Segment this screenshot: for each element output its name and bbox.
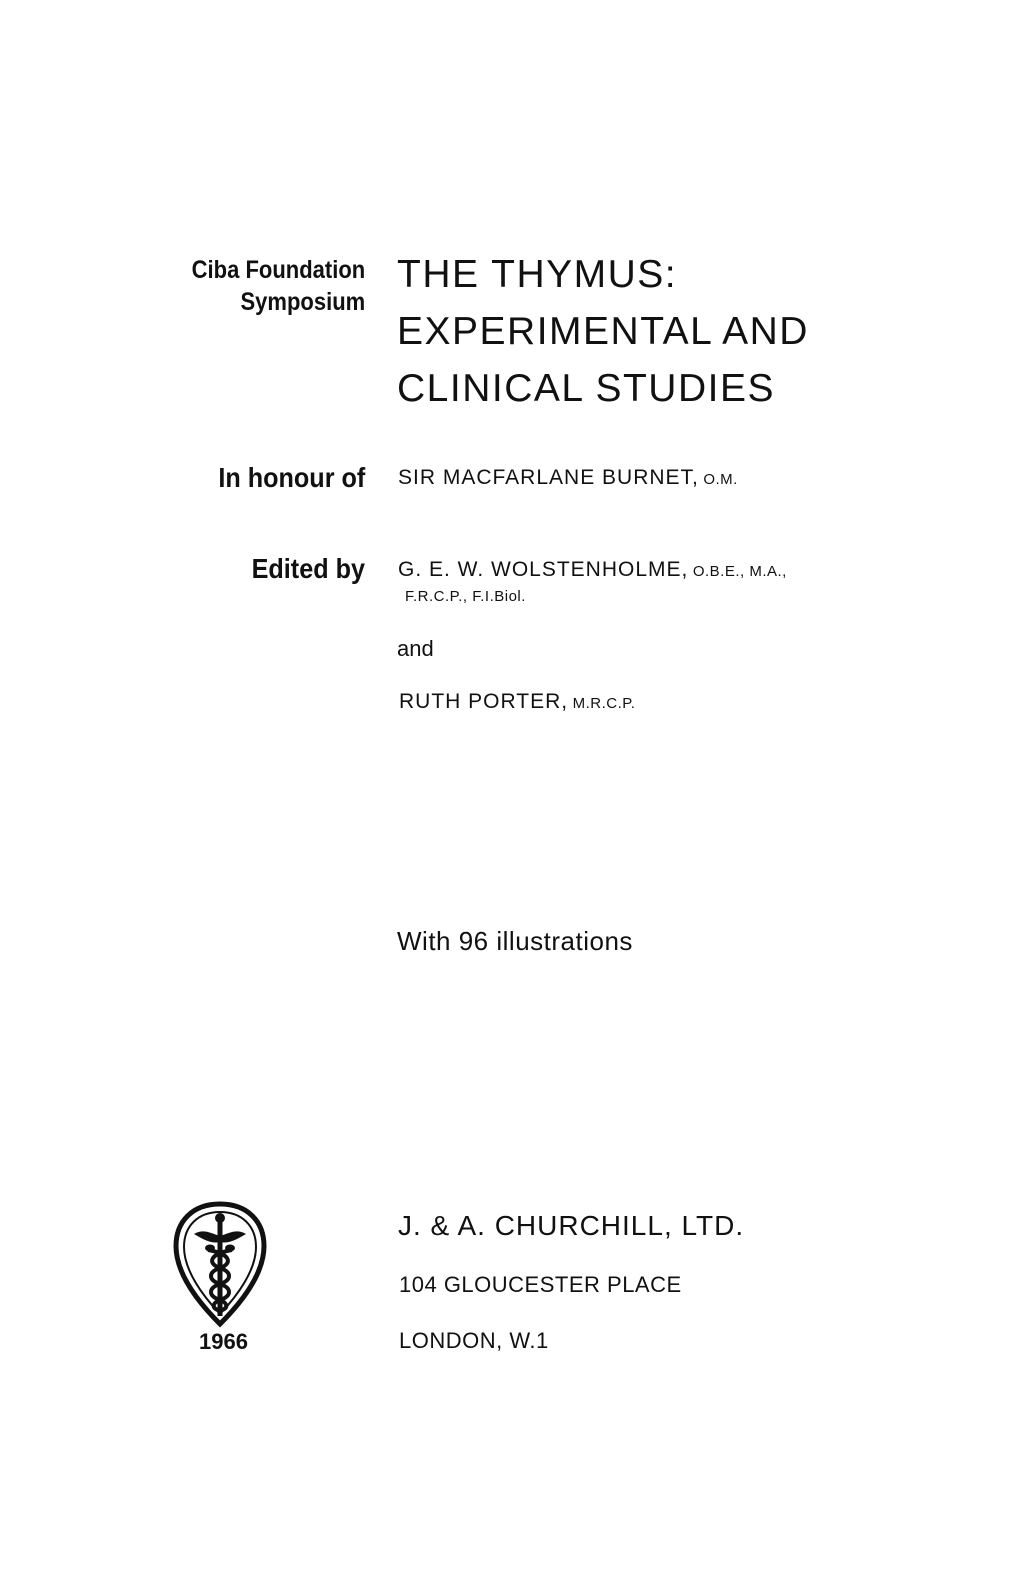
title-line-2: EXPERIMENTAL AND [397, 310, 809, 353]
editor-2 [399, 690, 635, 714]
series-label [191, 254, 365, 318]
honouree-name: SIR MACFARLANE BURNET, [398, 466, 699, 489]
title-line-3: CLINICAL STUDIES [397, 367, 775, 410]
editor-2-suffix: M.R.C.P. [572, 695, 636, 712]
honouree-suffix: O.M. [703, 471, 738, 488]
publisher-address-2: LONDON, W.1 [399, 1328, 549, 1353]
publication-year: 1966 [199, 1329, 248, 1354]
book-title [397, 246, 809, 417]
caduceus-shield-icon [172, 1200, 268, 1328]
publisher-name: J. & A. CHURCHILL, LTD. [398, 1210, 745, 1241]
honour-label: In honour of [218, 462, 365, 493]
title-line-1: THE THYMUS: [397, 253, 678, 296]
editor-1-suffix: O.B.E., M.A., [692, 563, 787, 580]
editor-2-name: RUTH PORTER, [399, 690, 569, 713]
honouree [398, 466, 738, 490]
series-line-2: Symposium [240, 288, 365, 316]
and-conjunction: and [397, 636, 434, 661]
editor-1-suffix-2: F.R.C.P., F.I.Biol. [405, 588, 526, 605]
editor-1-name: G. E. W. WOLSTENHOLME, [398, 558, 689, 581]
edited-by-label: Edited by [251, 553, 365, 584]
editor-1 [398, 558, 787, 582]
illustrations-note: With 96 illustrations [397, 926, 633, 956]
series-line-1: Ciba Foundation [191, 256, 365, 284]
publisher-address-1: 104 GLOUCESTER PLACE [399, 1272, 682, 1297]
